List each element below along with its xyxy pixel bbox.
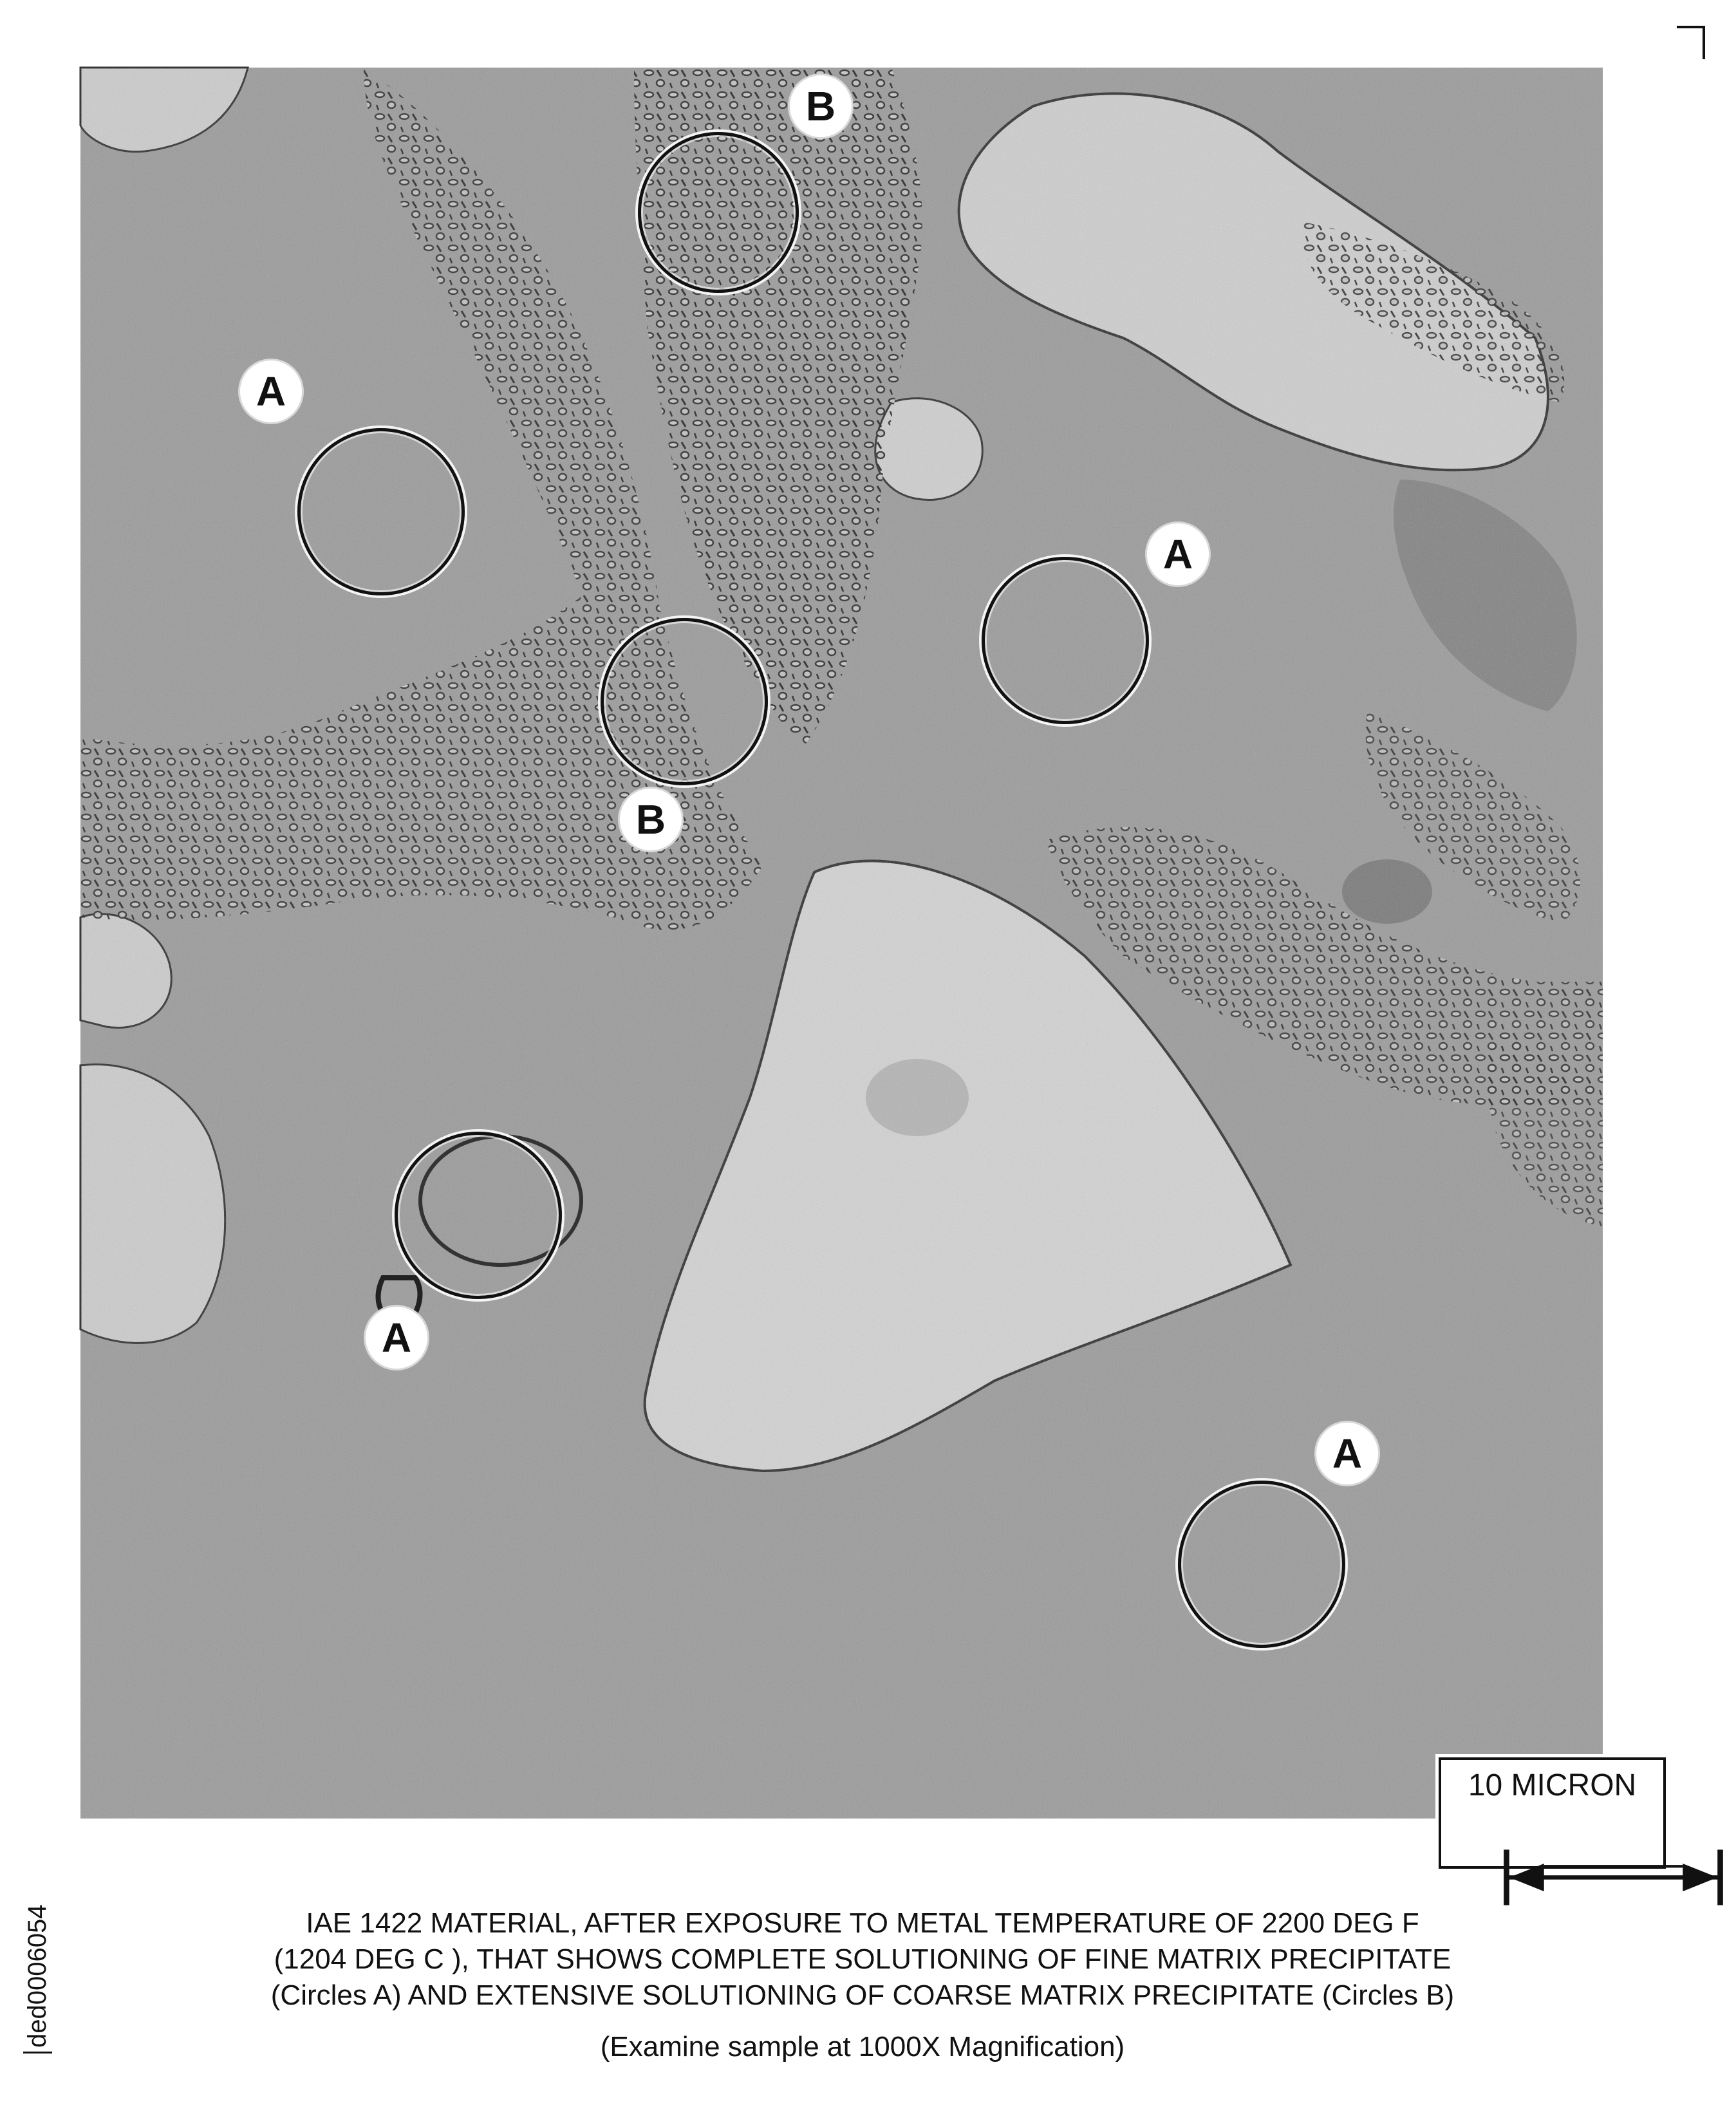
marker-b-top: B <box>790 75 852 137</box>
marker-a-right: A <box>1147 523 1209 585</box>
document-code: ded0006054 <box>23 1905 52 2053</box>
circle-a-bottom-right <box>1178 1481 1345 1648</box>
circle-b-top <box>638 132 799 293</box>
corner-crop-mark <box>1677 26 1705 59</box>
marker-b-center: B <box>620 789 682 850</box>
caption-line-2: (1204 DEG C ), THAT SHOWS COMPLETE SOLUTIONING OF FINE MATRIX PRECIPITATE <box>274 1943 1451 1975</box>
caption <box>148 1905 1577 2014</box>
micrograph-image <box>80 68 1637 1819</box>
scale-bar-label: 10 MICRON <box>1468 1768 1637 1802</box>
circle-b-center <box>601 618 768 785</box>
scale-bar-box <box>1439 1757 1666 1869</box>
caption-line-1: IAE 1422 MATERIAL, AFTER EXPOSURE TO METAL TEMPERATURE OF 2200 DEG F <box>306 1907 1419 1939</box>
marker-a-left: A <box>240 360 302 422</box>
circle-a-left <box>297 428 465 595</box>
marker-a-bottom-right: A <box>1316 1423 1378 1484</box>
caption-note: (Examine sample at 1000X Magnification) <box>600 2031 1125 2063</box>
caption-line-3: (Circles A) AND EXTENSIVE SOLUTIONING OF COARSE MATRIX PRECIPITATE (Circles B) <box>270 1979 1455 2011</box>
circle-a-right <box>982 557 1149 724</box>
marker-a-lower-left: A <box>366 1307 427 1369</box>
circle-a-lower-left <box>395 1132 562 1299</box>
